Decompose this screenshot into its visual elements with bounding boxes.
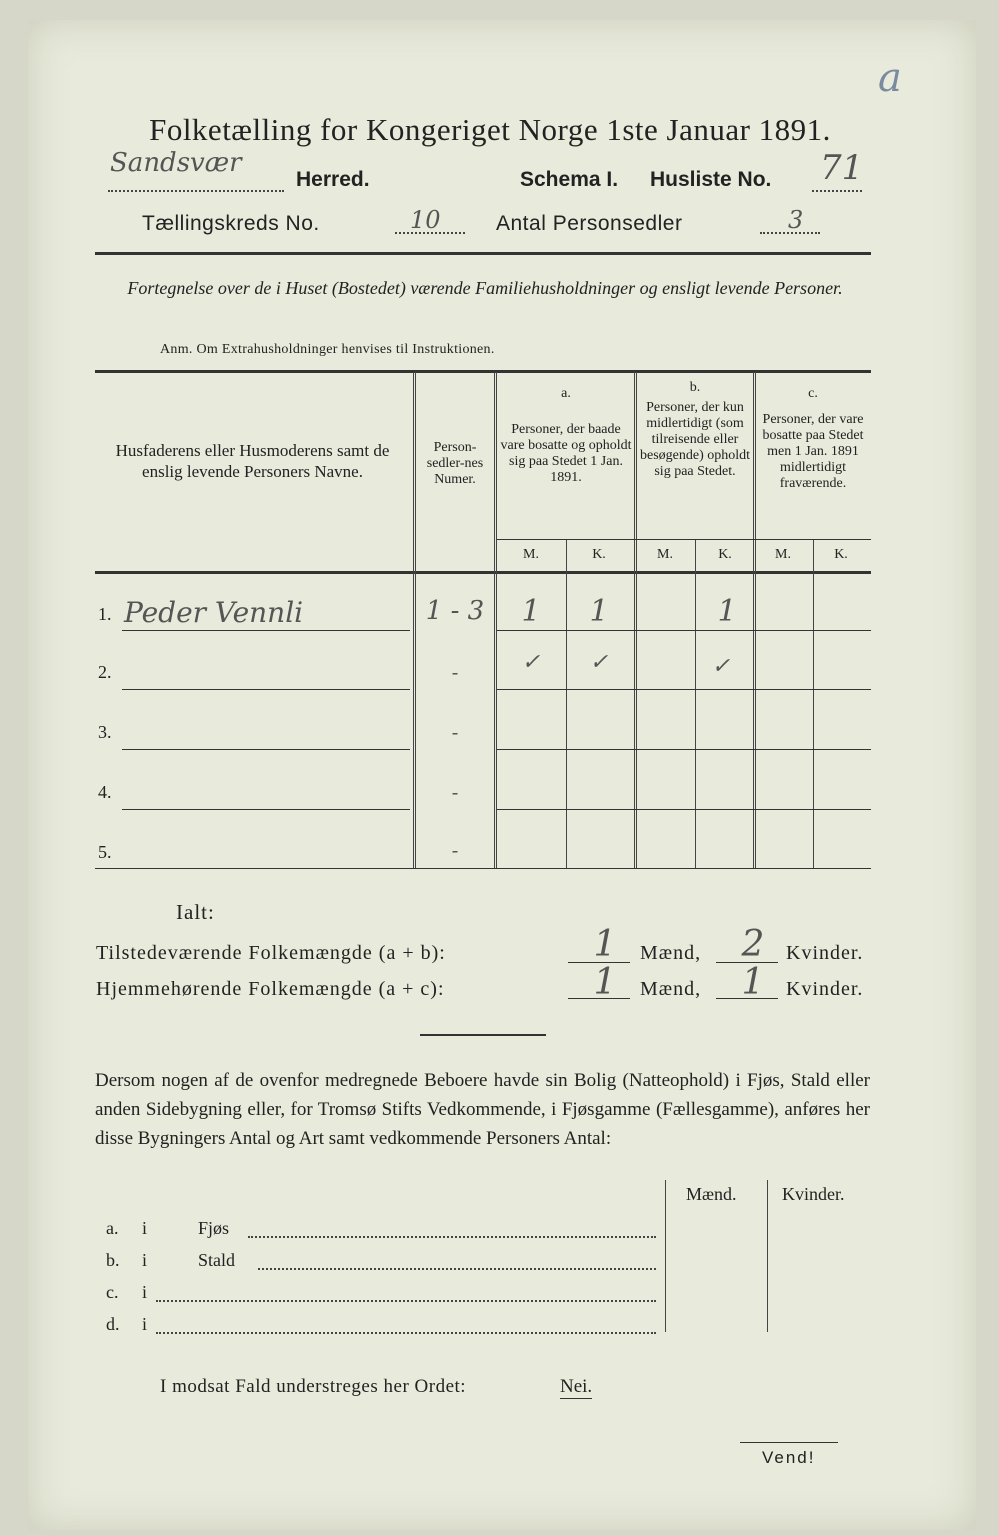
a-m-label: M. (523, 547, 539, 562)
row-number: 1. (98, 604, 112, 624)
buildings-sep-2 (767, 1180, 768, 1332)
col-a-letter: a. (561, 386, 571, 401)
building-i: i (142, 1282, 148, 1302)
row-numer: - (451, 720, 459, 744)
row-number: 4. (98, 782, 112, 802)
building-i: i (142, 1314, 148, 1334)
b-m-label: M. (657, 547, 673, 562)
tilstede-kvinder-value: 2 (741, 924, 765, 965)
col-name-header: Husfaderens eller Husmoderens samt de enslig levende Personers Navne. (115, 441, 390, 481)
hjemme-maend-label: Mænd, (640, 978, 702, 1000)
anm-note: Anm. Om Extrahusholdninger henvises til Instruktionen. (160, 342, 495, 357)
col-b-header: Personer, der kun midlertidigt (som tilreisende eller besøgende) opholdt sig paa Stedet. (639, 400, 751, 479)
antal-label: Antal Personsedler (496, 212, 683, 235)
ialt-label: Ialt: (176, 900, 215, 924)
building-label: Stald (198, 1250, 236, 1270)
row-line (497, 749, 871, 750)
c-m-label: M. (775, 547, 791, 562)
building-dotted-line (156, 1332, 656, 1334)
corner-mark: a (878, 55, 902, 101)
form-title: Folketælling for Kongeriget Norge 1ste Januar 1891. (149, 112, 831, 147)
col-c-letter: c. (808, 386, 818, 401)
antal-value: 3 (788, 206, 804, 234)
kreds-label: Tællingskreds No. (142, 212, 320, 235)
building-dotted-line (248, 1236, 656, 1238)
row-a-m: ✓ (521, 650, 541, 675)
row-line (122, 630, 410, 631)
row-numer: 1 - 3 (425, 596, 485, 626)
row-line (497, 630, 871, 631)
hjemme-kvinder-label: Kvinder. (786, 978, 864, 1000)
col-a-header: Personer, der baade vare bosatte og opholdt sig paa Stedet 1 Jan. 1891. (500, 422, 632, 485)
herred-label: Herred. (296, 168, 370, 191)
row-a-m: 1 (521, 594, 541, 629)
description: Fortegnelse over de i Huset (Bostedet) værende Familiehusholdninger og ensligt levende Personer. (127, 278, 843, 298)
herred-dotted-line (108, 190, 284, 192)
col-num-header: Person-sedler-nes Numer. (426, 440, 484, 487)
antal-dotted-line (760, 232, 820, 234)
building-dotted-line (156, 1300, 656, 1302)
row-line (122, 749, 410, 750)
hjemme-maend-line (568, 998, 630, 999)
row-a-k: 1 (589, 594, 609, 629)
tilstede-maend-value: 1 (593, 924, 617, 965)
kreds-dotted-line (395, 232, 465, 234)
col-sep-num (494, 372, 497, 868)
mk-header-rule (497, 539, 871, 540)
b-k-label: K. (718, 547, 732, 562)
vend-text: Vend! (762, 1448, 816, 1467)
col-sep-b-mk (695, 540, 696, 868)
row-b-k: 1 (717, 594, 737, 629)
husliste-value: 71 (820, 148, 864, 188)
col-c-header: Personer, der vare bosatte paa Stedet men 1 Jan. 1891 midlertidigt fraværende. (762, 412, 864, 491)
herred-value: Sandsvær (110, 148, 242, 178)
building-dotted-line (258, 1268, 656, 1270)
row-number: 2. (98, 662, 112, 682)
census-form (28, 20, 976, 1530)
row-line (497, 809, 871, 810)
building-letter: a. (106, 1218, 119, 1238)
vend-rule (740, 1442, 838, 1443)
row-line (122, 689, 410, 690)
kreds-value: 10 (410, 206, 441, 234)
c-k-label: K. (834, 547, 848, 562)
hjemme-kvinder-line (716, 998, 778, 999)
row-numer: - (451, 838, 459, 862)
hjemme-kvinder-value: 1 (741, 962, 765, 1003)
row-b-k: ✓ (711, 654, 731, 679)
row-number: 5. (98, 842, 112, 862)
row-number: 3. (98, 722, 112, 742)
husliste-dotted-line (812, 190, 862, 192)
building-label: Fjøs (198, 1218, 230, 1238)
tilstede-maend-label: Mænd, (640, 942, 702, 964)
buildings-kvinder-header: Kvinder. (782, 1184, 845, 1204)
col-sep-a-mk (566, 540, 567, 868)
outbuilding-paragraph: Dersom nogen af de ovenfor medregnede Beboere havde sin Bolig (Natteophold) i Fjøs, Stald eller anden Sidebygning eller, for Tromsø Stifts Vedkommende, i Fjøsgamme (Fællesgamme), anføres her disse Bygningers Antal og Art samt vedkommende Personers Antal: (95, 1070, 870, 1149)
row-numer: - (451, 780, 459, 804)
building-letter: d. (106, 1314, 120, 1334)
row-name: Peder Vennli (124, 596, 304, 629)
buildings-sep-1 (665, 1180, 666, 1332)
nei-word: Nei. (560, 1376, 593, 1397)
husliste-label: Husliste No. (650, 168, 772, 191)
modsat-text: I modsat Fald understreges her Ordet: (160, 1376, 467, 1397)
building-letter: b. (106, 1250, 120, 1270)
row-a-k: ✓ (589, 650, 609, 675)
row-numer: - (451, 660, 459, 684)
tilstede-label: Tilstedeværende Folkemængde (a + b): (96, 942, 446, 964)
hjemme-label: Hjemmehørende Folkemængde (a + c): (96, 978, 445, 1000)
header-rule (95, 252, 871, 255)
table-bottom-rule (95, 868, 871, 869)
building-i: i (142, 1218, 148, 1238)
row-line (497, 689, 871, 690)
row-line (122, 809, 410, 810)
col-b-letter: b. (689, 380, 701, 395)
buildings-maend-header: Mænd. (686, 1184, 737, 1204)
building-letter: c. (106, 1282, 119, 1302)
col-sep-name (413, 372, 416, 868)
tilstede-kvinder-label: Kvinder. (786, 942, 864, 964)
a-k-label: K. (592, 547, 606, 562)
schema-label: Schema I. (520, 168, 619, 191)
section-divider (420, 1034, 546, 1036)
building-i: i (142, 1250, 148, 1270)
col-sep-c-mk (813, 540, 814, 868)
hjemme-maend-value: 1 (593, 962, 617, 1003)
